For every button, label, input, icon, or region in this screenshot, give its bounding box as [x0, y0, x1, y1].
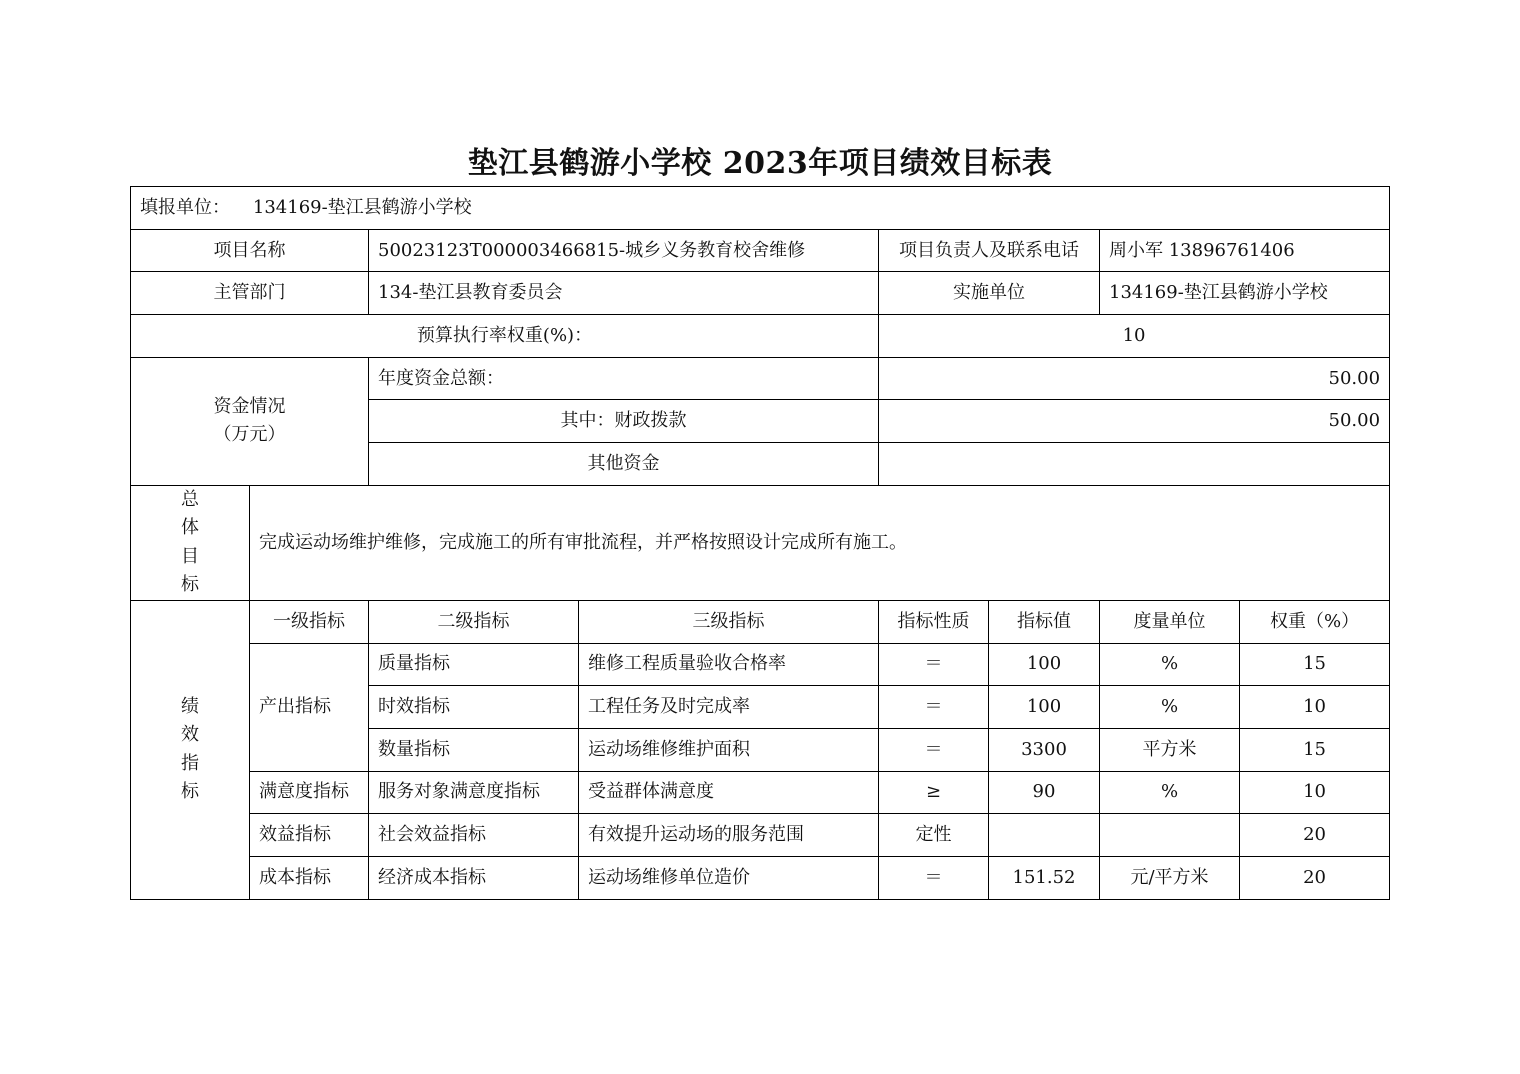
level3-cell: 工程任务及时完成率: [579, 686, 879, 729]
value-cell: [989, 814, 1100, 857]
unit-cell: 平方米: [1100, 728, 1240, 771]
column-header: 一级指标: [250, 600, 369, 643]
level2-cell: 社会效益指标: [369, 814, 579, 857]
unit-cell: %: [1100, 771, 1240, 814]
goal-label-char: 体: [181, 517, 199, 539]
funds-fiscal-value: 50.00: [879, 400, 1390, 443]
budget-weight-label: 预算执行率权重(%)：: [131, 315, 879, 358]
reporting-unit-cell: [131, 187, 1390, 230]
column-header: 指标值: [989, 600, 1100, 643]
overall-goal-text: 完成运动场维护维修，完成施工的所有审批流程，并严格按照设计完成所有施工。: [250, 485, 1390, 600]
performance-target-table: [130, 186, 1390, 900]
table-row: [131, 600, 1390, 643]
level2-cell: 服务对象满意度指标: [369, 771, 579, 814]
dept-label: 主管部门: [131, 272, 369, 315]
project-leader-value: 周小军 13896761406: [1100, 229, 1390, 272]
table-row: [131, 814, 1390, 857]
nature-cell: 定性: [879, 814, 989, 857]
level2-cell: 质量指标: [369, 643, 579, 686]
budget-weight-value: 10: [879, 315, 1390, 358]
value-cell: 90: [989, 771, 1100, 814]
level1-output: 产出指标: [250, 643, 369, 771]
indicators-label-char: 效: [181, 724, 199, 746]
page-title: 垫江县鹤游小学校 2023年项目绩效目标表: [467, 146, 1053, 181]
column-header: 权重（%）: [1240, 600, 1390, 643]
reporting-unit-value: 134169-垫江县鹤游小学校: [252, 196, 472, 218]
value-cell: 3300: [989, 728, 1100, 771]
level3-cell: 维修工程质量验收合格率: [579, 643, 879, 686]
nature-cell: ＝: [879, 643, 989, 686]
table-row: [131, 315, 1390, 358]
funds-label: [131, 357, 369, 485]
unit-cell: %: [1100, 686, 1240, 729]
funds-label-line1: 资金情况: [213, 396, 286, 418]
reporting-unit-label: 填报单位：: [140, 196, 230, 218]
indicators-label: [131, 600, 250, 899]
level2-cell: 数量指标: [369, 728, 579, 771]
level1-cell: 满意度指标: [250, 771, 369, 814]
level1-cell: 成本指标: [250, 856, 369, 899]
column-header: 二级指标: [369, 600, 579, 643]
nature-cell: ＝: [879, 686, 989, 729]
table-row: [131, 485, 1390, 600]
project-name-label: 项目名称: [131, 229, 369, 272]
value-cell: 151.52: [989, 856, 1100, 899]
funds-label-line2: （万元）: [213, 424, 286, 446]
level3-cell: 运动场维修维护面积: [579, 728, 879, 771]
overall-goal-label: [131, 485, 250, 600]
column-header: 三级指标: [579, 600, 879, 643]
dept-value: 134-垫江县教育委员会: [369, 272, 879, 315]
level3-cell: 运动场维修单位造价: [579, 856, 879, 899]
weight-cell: 20: [1240, 856, 1390, 899]
indicators-label-char: 标: [181, 781, 199, 803]
funds-fiscal-label: 其中：财政拨款: [369, 400, 879, 443]
unit-cell: %: [1100, 643, 1240, 686]
level2-cell: 经济成本指标: [369, 856, 579, 899]
table-row: [131, 357, 1390, 400]
weight-cell: 10: [1240, 686, 1390, 729]
column-header: 度量单位: [1100, 600, 1240, 643]
unit-cell: 元/平方米: [1100, 856, 1240, 899]
funds-other-value: [879, 443, 1390, 486]
table-row: [131, 272, 1390, 315]
level3-cell: 有效提升运动场的服务范围: [579, 814, 879, 857]
weight-cell: 15: [1240, 643, 1390, 686]
impl-unit-label: 实施单位: [879, 272, 1100, 315]
unit-cell: [1100, 814, 1240, 857]
level1-cell: 效益指标: [250, 814, 369, 857]
impl-unit-value: 134169-垫江县鹤游小学校: [1100, 272, 1390, 315]
indicators-label-char: 绩: [181, 695, 199, 717]
table-row: [131, 643, 1390, 686]
level3-cell: 受益群体满意度: [579, 771, 879, 814]
nature-cell: ≥: [879, 771, 989, 814]
goal-label-char: 目: [181, 545, 199, 567]
column-header: 指标性质: [879, 600, 989, 643]
level2-cell: 时效指标: [369, 686, 579, 729]
goal-label-char: 总: [181, 488, 199, 510]
table-row: [131, 187, 1390, 230]
project-name-value: 50023123T000003466815-城乡义务教育校舍维修: [369, 229, 879, 272]
funds-total-value: 50.00: [879, 357, 1390, 400]
value-cell: 100: [989, 643, 1100, 686]
weight-cell: 15: [1240, 728, 1390, 771]
table-row: [131, 229, 1390, 272]
nature-cell: ＝: [879, 856, 989, 899]
weight-cell: 20: [1240, 814, 1390, 857]
project-leader-label: 项目负责人及联系电话: [879, 229, 1100, 272]
goal-label-char: 标: [181, 574, 199, 596]
table-row: [131, 771, 1390, 814]
nature-cell: ＝: [879, 728, 989, 771]
weight-cell: 10: [1240, 771, 1390, 814]
funds-total-label: 年度资金总额：: [369, 357, 879, 400]
funds-other-label: 其他资金: [369, 443, 879, 486]
indicators-label-char: 指: [181, 752, 199, 774]
value-cell: 100: [989, 686, 1100, 729]
table-row: [131, 856, 1390, 899]
